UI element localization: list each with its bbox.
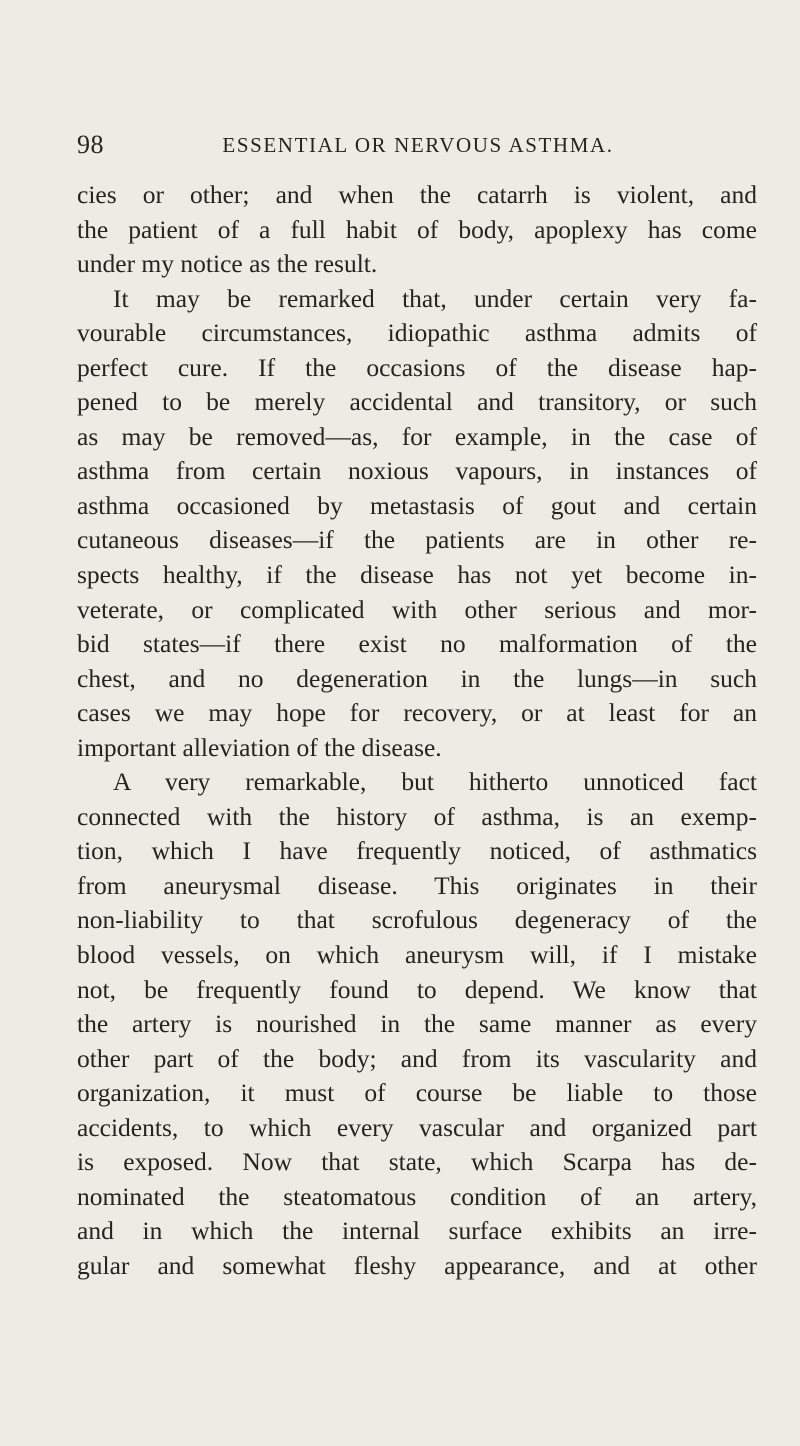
text-line: cases we may hope for recovery, or at least for an [77,698,757,728]
text-line: accidents, to which every vascular and organized part [77,1112,757,1142]
running-title: ESSENTIAL OR NERVOUS ASTHMA. [222,133,614,157]
text-line: important alleviation of the disease. [77,732,442,762]
text-line: under my notice as the result. [77,249,378,279]
text-line: It may be remarked that, under certain very fa- [113,283,757,313]
text-line: cies or other; and when the catarrh is violent, and [77,180,757,209]
text-line: not, be frequently found to depend. We know that [77,974,757,1004]
text-line: other part of the body; and from its vascularity and [77,1043,757,1073]
text-line: blood vessels, on which aneurysm will, if I mistake [77,940,757,970]
text-line: nominated the steatomatous condition of an artery, [77,1181,757,1211]
text-line: A very remarkable, but hitherto unnoticed fact [113,767,757,797]
text-line: tion, which I have frequently noticed, of asthmatics [77,836,757,866]
body-text [77,178,757,1284]
text-line: gular and somewhat fleshy appearance, and at other [77,1250,757,1280]
text-line: spects healthy, if the disease has not yet become in- [77,560,757,590]
text-line: non-liability to that scrofulous degeneracy of the [77,905,757,935]
page-header [77,128,757,162]
text-line: pened to be merely accidental and transitory, or such [77,387,757,417]
text-line: chest, and no degeneration in the lungs—in such [77,663,757,693]
text-line: cutaneous diseases—if the patients are in other re- [77,525,757,555]
text-line: and in which the internal surface exhibits an irre- [77,1216,757,1246]
text-line: vourable circumstances, idiopathic asthma admits of [77,318,757,348]
text-line: the patient of a full habit of body, apoplexy has come [77,214,757,244]
text-line: from aneurysmal disease. This originates in their [77,870,757,900]
text-line: is exposed. Now that state, which Scarpa has de- [77,1147,757,1177]
text-line: perfect cure. If the occasions of the disease hap- [77,352,757,382]
text-line: veterate, or complicated with other serious and mor- [77,594,757,624]
text-line: the artery is nourished in the same manner as every [77,1009,757,1039]
text-line: asthma occasioned by metastasis of gout and certain [77,490,757,520]
text-line: bid states—if there exist no malformation of the [77,629,757,659]
text-line: connected with the history of asthma, is an exemp- [77,801,757,831]
page-number: 98 [77,130,104,159]
text-line: organization, it must of course be liable to those [77,1078,757,1108]
text-line: as may be removed—as, for example, in the case of [77,421,757,451]
text-line: asthma from certain noxious vapours, in instances of [77,456,757,486]
